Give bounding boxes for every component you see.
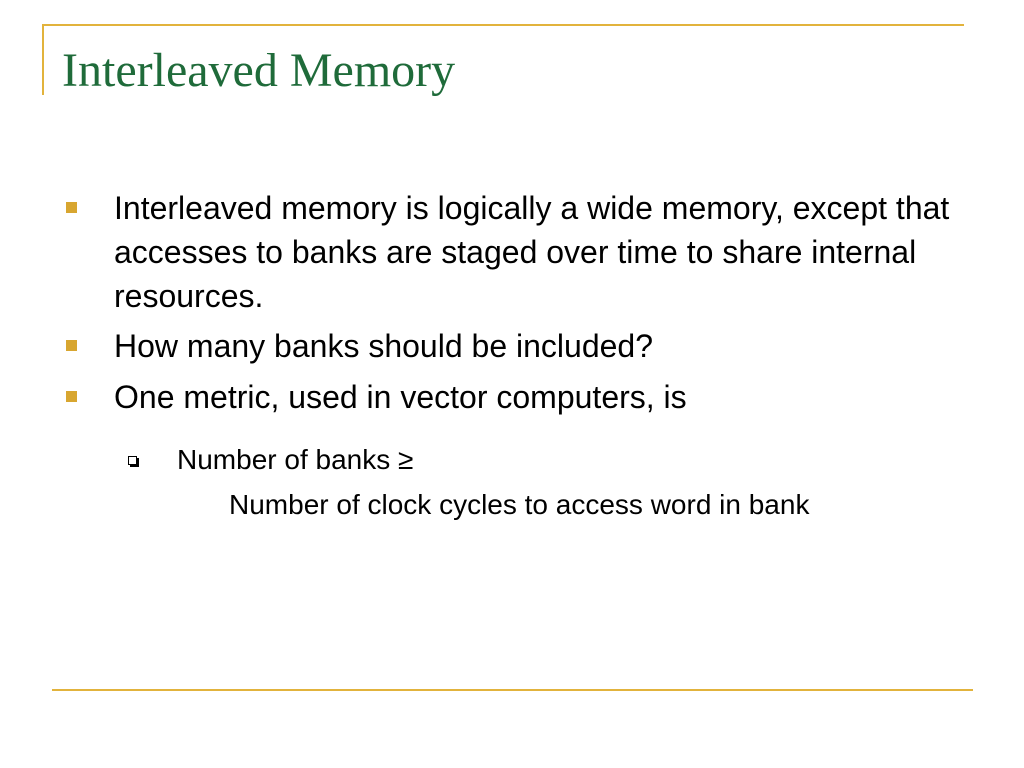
bottom-rule bbox=[52, 689, 973, 691]
bullet-text: How many banks should be included? bbox=[114, 328, 653, 364]
slide-title: Interleaved Memory bbox=[62, 44, 456, 97]
bullet-text: One metric, used in vector computers, is bbox=[114, 379, 687, 415]
sub-bullet-continuation: Number of clock cycles to access word in bank bbox=[229, 489, 810, 520]
square-bullet-icon bbox=[66, 340, 77, 351]
left-frame-line bbox=[42, 24, 44, 95]
sub-bullet-text: Number of banks ≥ bbox=[177, 444, 414, 475]
bullet-text: Interleaved memory is logically a wide memory, except that accesses to banks are staged over time to share internal resources. bbox=[114, 190, 950, 314]
square-bullet-icon bbox=[66, 391, 77, 402]
square-bullet-icon bbox=[66, 202, 77, 213]
hollow-square-bullet-icon bbox=[128, 456, 137, 465]
top-frame-line bbox=[42, 24, 964, 26]
